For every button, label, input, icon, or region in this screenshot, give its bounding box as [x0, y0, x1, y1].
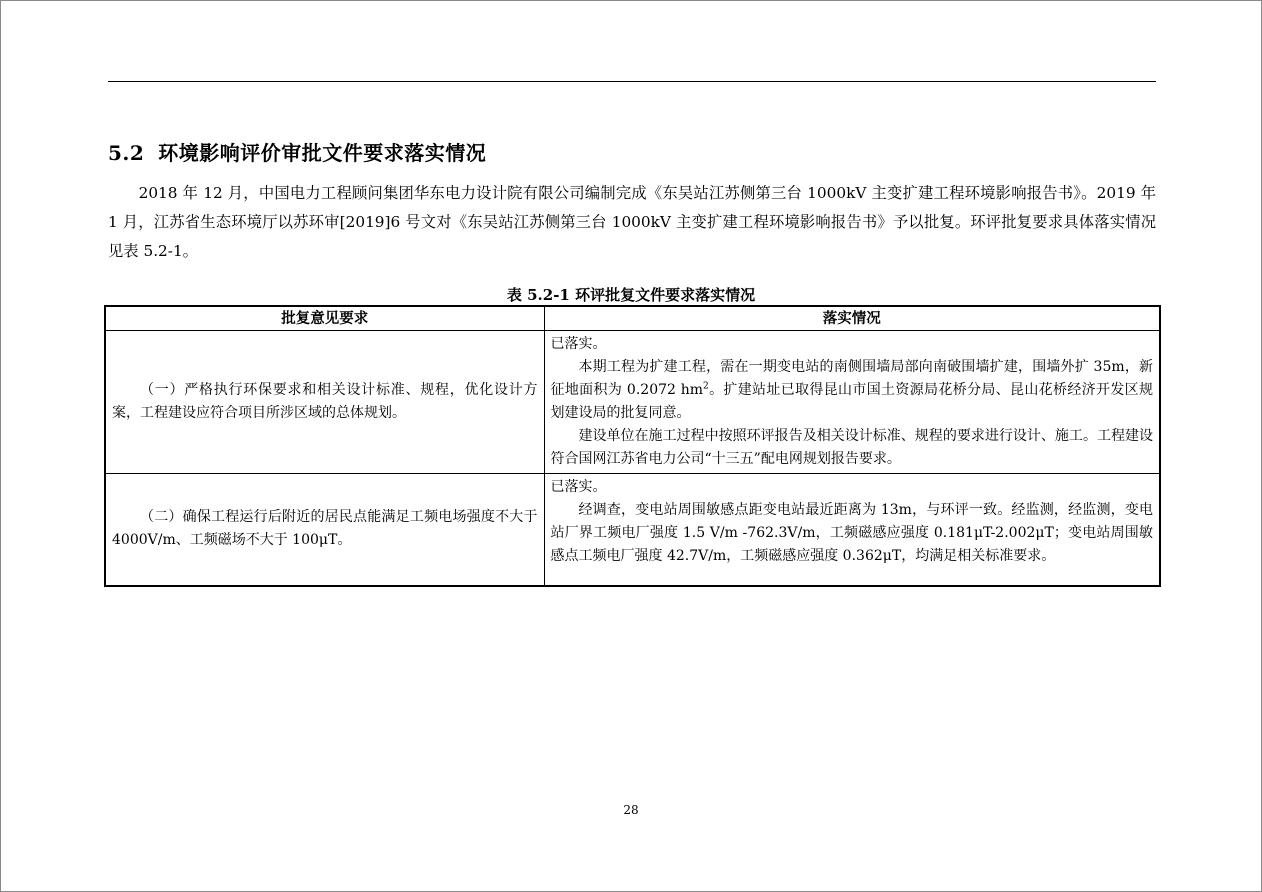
header-implementation: 落实情况 — [544, 306, 1160, 331]
implementation-cell — [544, 474, 1160, 586]
page-number: 28 — [623, 803, 639, 817]
detail-main: 本期工程为扩建工程，需在一期变电站的南侧围墙局部向南破围墙扩建，围墙外扩 35m，新征地面积为 0.2072 hm — [550, 359, 1153, 398]
table-row — [105, 474, 1160, 586]
status-text: 已落实。 — [550, 336, 607, 352]
intro-paragraph: 2018 年 12 月，中国电力工程顾问集团华东电力设计院有限公司编制完成《东吴站江苏侧第三台 1000kV 主变扩建工程环境影响报告书》。2019 年 1 月，江苏省生态环境厅以苏环审[2019]6 号文对《东吴站江苏侧第三台 1000kV 主变扩建工程环境影响报告书》予以批复。环评批复要求具体落实情况见表 5.2-1。 — [108, 184, 1156, 260]
status-text: 已落实。 — [550, 479, 607, 495]
section-title — [108, 137, 486, 166]
detail-text — [551, 356, 1154, 425]
requirement-text: （二）确保工程运行后附近的居民点能满足工频电场强度不大于 4000V/m、工频磁场不大于 100μT。 — [112, 509, 538, 549]
requirements-table — [104, 305, 1161, 587]
implementation-cell — [544, 331, 1160, 474]
section-number: 5.2 — [108, 141, 145, 165]
table-caption: 表 5.2-1 环评批复文件要求落实情况 — [506, 286, 756, 304]
requirement-cell — [105, 331, 544, 474]
header-rule — [108, 81, 1156, 82]
detail-text: 经调查，变电站周围敏感点距变电站最近距离为 13m，与环评一致。经监测，经监测，变电站厂界工频电厂强度 1.5 V/m -762.3V/m，工频磁感应强度 0.181μT-2.002μT；变电站周围敏感点工频电厂强度 42.7V/m，工频磁感应强度 0.362μT，均满足相关标准要求。 — [550, 502, 1153, 564]
section-heading: 环境影响评价审批文件要求落实情况 — [158, 141, 487, 165]
table-row — [105, 331, 1160, 474]
detail-text: 建设单位在施工过程中按照环评报告及相关设计标准、规程的要求进行设计、施工。工程建设符合国网江苏省电力公司“十三五”配电网规划报告要求。 — [550, 428, 1153, 467]
requirement-text: （一）严格执行环保要求和相关设计标准、规程，优化设计方案，工程建设应符合项目所涉区域的总体规划。 — [112, 382, 538, 421]
table-header-row — [105, 306, 1160, 331]
detail-rest: 。扩建站址已取得昆山市国土资源局花桥分局、昆山花桥经济开发区规划建设局的批复同意。 — [550, 382, 1153, 421]
header-requirement: 批复意见要求 — [105, 306, 544, 331]
requirement-cell — [105, 474, 544, 586]
detail-superscript: 2 — [703, 381, 709, 392]
